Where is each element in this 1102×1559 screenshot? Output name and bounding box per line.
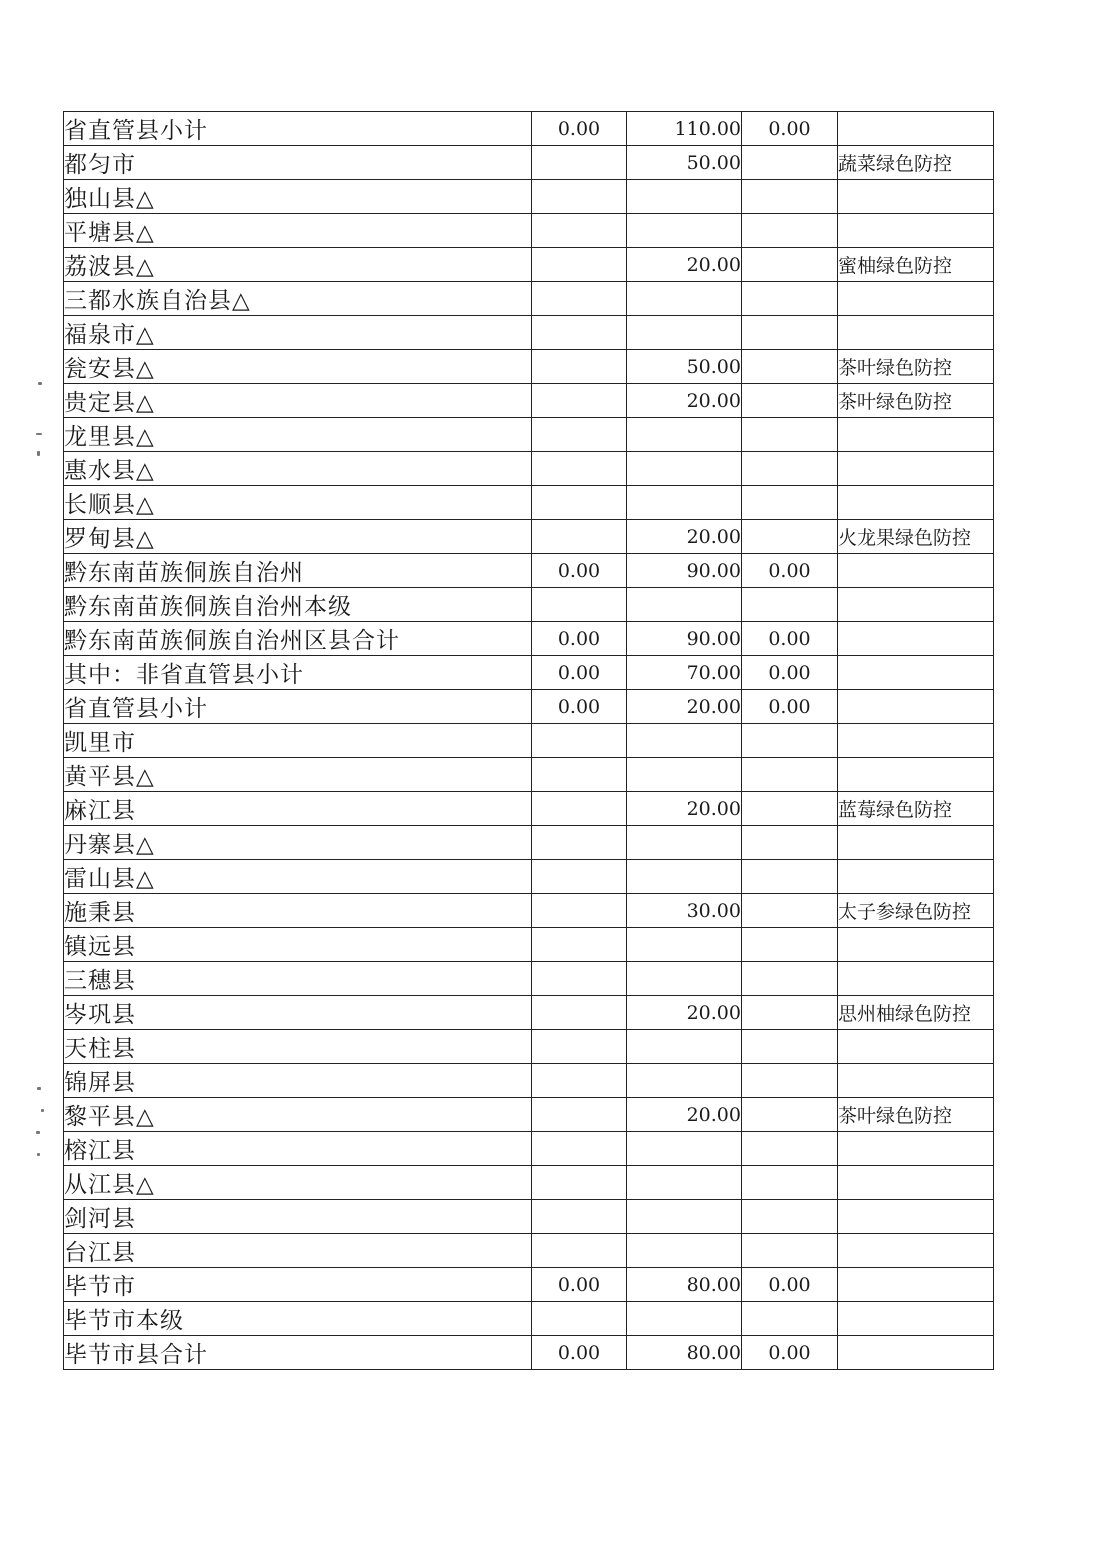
value-b-cell xyxy=(627,1302,742,1336)
value-b-cell: 50.00 xyxy=(627,146,742,180)
note-cell xyxy=(838,826,994,860)
table-row xyxy=(64,520,994,554)
value-c-cell: 0.00 xyxy=(742,554,838,588)
value-a-cell xyxy=(532,350,627,384)
note-cell xyxy=(838,214,994,248)
note-cell xyxy=(838,316,994,350)
note-cell xyxy=(838,588,994,622)
table-row xyxy=(64,1200,994,1234)
value-b-cell: 20.00 xyxy=(627,384,742,418)
value-a-cell xyxy=(532,860,627,894)
value-a-cell xyxy=(532,1166,627,1200)
value-a-cell xyxy=(532,826,627,860)
name-cell: 毕节市 xyxy=(64,1268,532,1302)
note-cell xyxy=(838,486,994,520)
scan-speck xyxy=(36,1131,40,1134)
note-cell xyxy=(838,1268,994,1302)
value-b-cell xyxy=(627,180,742,214)
note-cell xyxy=(838,180,994,214)
value-a-cell xyxy=(532,894,627,928)
table-row xyxy=(64,690,994,724)
note-cell xyxy=(838,860,994,894)
value-c-cell xyxy=(742,214,838,248)
note-cell: 茶叶绿色防控 xyxy=(838,1098,994,1132)
table-row xyxy=(64,792,994,826)
value-a-cell: 0.00 xyxy=(532,1268,627,1302)
table-row xyxy=(64,1268,994,1302)
name-cell: 独山县△ xyxy=(64,180,532,214)
name-cell: 其中：非省直管县小计 xyxy=(64,656,532,690)
note-cell xyxy=(838,690,994,724)
value-b-cell: 20.00 xyxy=(627,792,742,826)
funding-table xyxy=(63,111,994,1370)
value-b-cell: 80.00 xyxy=(627,1336,742,1370)
table-row xyxy=(64,1234,994,1268)
name-cell: 榕江县 xyxy=(64,1132,532,1166)
note-cell: 思州柚绿色防控 xyxy=(838,996,994,1030)
value-c-cell xyxy=(742,146,838,180)
name-cell: 都匀市 xyxy=(64,146,532,180)
value-c-cell xyxy=(742,928,838,962)
value-b-cell: 50.00 xyxy=(627,350,742,384)
note-cell xyxy=(838,1302,994,1336)
table-row xyxy=(64,214,994,248)
value-c-cell xyxy=(742,1234,838,1268)
value-c-cell xyxy=(742,962,838,996)
value-b-cell xyxy=(627,1234,742,1268)
note-cell xyxy=(838,928,994,962)
name-cell: 黔东南苗族侗族自治州本级 xyxy=(64,588,532,622)
value-b-cell: 20.00 xyxy=(627,690,742,724)
note-cell: 蔬菜绿色防控 xyxy=(838,146,994,180)
value-a-cell xyxy=(532,588,627,622)
value-a-cell xyxy=(532,724,627,758)
table-row xyxy=(64,1098,994,1132)
value-a-cell: 0.00 xyxy=(532,1336,627,1370)
note-cell xyxy=(838,1336,994,1370)
value-b-cell xyxy=(627,1166,742,1200)
note-cell xyxy=(838,622,994,656)
name-cell: 天柱县 xyxy=(64,1030,532,1064)
name-cell: 瓮安县△ xyxy=(64,350,532,384)
note-cell xyxy=(838,724,994,758)
note-cell: 茶叶绿色防控 xyxy=(838,350,994,384)
name-cell: 省直管县小计 xyxy=(64,112,532,146)
value-a-cell xyxy=(532,214,627,248)
value-a-cell: 0.00 xyxy=(532,554,627,588)
value-c-cell xyxy=(742,792,838,826)
name-cell: 锦屏县 xyxy=(64,1064,532,1098)
value-c-cell xyxy=(742,282,838,316)
table-row xyxy=(64,146,994,180)
value-c-cell xyxy=(742,180,838,214)
value-c-cell xyxy=(742,996,838,1030)
value-a-cell: 0.00 xyxy=(532,112,627,146)
value-c-cell xyxy=(742,1166,838,1200)
note-cell xyxy=(838,452,994,486)
name-cell: 毕节市县合计 xyxy=(64,1336,532,1370)
value-a-cell xyxy=(532,792,627,826)
name-cell: 罗甸县△ xyxy=(64,520,532,554)
value-a-cell xyxy=(532,962,627,996)
note-cell xyxy=(838,1166,994,1200)
value-a-cell xyxy=(532,996,627,1030)
value-c-cell xyxy=(742,350,838,384)
note-cell xyxy=(838,1030,994,1064)
table-row xyxy=(64,1302,994,1336)
value-a-cell xyxy=(532,1200,627,1234)
name-cell: 福泉市△ xyxy=(64,316,532,350)
note-cell xyxy=(838,1234,994,1268)
value-b-cell: 90.00 xyxy=(627,622,742,656)
value-c-cell: 0.00 xyxy=(742,656,838,690)
name-cell: 台江县 xyxy=(64,1234,532,1268)
value-a-cell xyxy=(532,1064,627,1098)
table-row xyxy=(64,486,994,520)
value-a-cell xyxy=(532,928,627,962)
table-row xyxy=(64,282,994,316)
table-row xyxy=(64,758,994,792)
name-cell: 毕节市本级 xyxy=(64,1302,532,1336)
value-c-cell xyxy=(742,486,838,520)
value-c-cell: 0.00 xyxy=(742,622,838,656)
value-a-cell xyxy=(532,180,627,214)
value-c-cell xyxy=(742,1098,838,1132)
value-c-cell xyxy=(742,588,838,622)
note-cell: 蜜柚绿色防控 xyxy=(838,248,994,282)
value-c-cell xyxy=(742,418,838,452)
name-cell: 镇远县 xyxy=(64,928,532,962)
table-row xyxy=(64,1336,994,1370)
name-cell: 从江县△ xyxy=(64,1166,532,1200)
table-row xyxy=(64,928,994,962)
value-a-cell xyxy=(532,1132,627,1166)
value-a-cell xyxy=(532,146,627,180)
name-cell: 凯里市 xyxy=(64,724,532,758)
name-cell: 龙里县△ xyxy=(64,418,532,452)
table-row xyxy=(64,724,994,758)
value-a-cell xyxy=(532,248,627,282)
value-a-cell xyxy=(532,282,627,316)
table-row xyxy=(64,1064,994,1098)
note-cell xyxy=(838,554,994,588)
name-cell: 平塘县△ xyxy=(64,214,532,248)
note-cell xyxy=(838,1200,994,1234)
value-b-cell xyxy=(627,282,742,316)
table-row xyxy=(64,112,994,146)
name-cell: 长顺县△ xyxy=(64,486,532,520)
funding-table-body xyxy=(64,112,994,1370)
value-b-cell: 30.00 xyxy=(627,894,742,928)
note-cell xyxy=(838,1064,994,1098)
value-a-cell xyxy=(532,418,627,452)
value-b-cell: 20.00 xyxy=(627,1098,742,1132)
table-row xyxy=(64,1030,994,1064)
value-b-cell xyxy=(627,928,742,962)
value-b-cell: 110.00 xyxy=(627,112,742,146)
table-row xyxy=(64,826,994,860)
value-b-cell xyxy=(627,962,742,996)
value-a-cell xyxy=(532,1234,627,1268)
value-a-cell xyxy=(532,452,627,486)
name-cell: 黄平县△ xyxy=(64,758,532,792)
value-b-cell xyxy=(627,1030,742,1064)
name-cell: 三穗县 xyxy=(64,962,532,996)
value-b-cell xyxy=(627,486,742,520)
note-cell xyxy=(838,418,994,452)
value-c-cell xyxy=(742,520,838,554)
name-cell: 剑河县 xyxy=(64,1200,532,1234)
scan-speck xyxy=(37,1087,41,1090)
value-c-cell xyxy=(742,452,838,486)
value-a-cell: 0.00 xyxy=(532,690,627,724)
value-a-cell xyxy=(532,758,627,792)
note-cell xyxy=(838,112,994,146)
table-row xyxy=(64,996,994,1030)
value-b-cell xyxy=(627,452,742,486)
name-cell: 雷山县△ xyxy=(64,860,532,894)
value-b-cell xyxy=(627,1200,742,1234)
value-c-cell: 0.00 xyxy=(742,1336,838,1370)
value-a-cell: 0.00 xyxy=(532,622,627,656)
table-row xyxy=(64,656,994,690)
value-b-cell: 20.00 xyxy=(627,248,742,282)
table-row xyxy=(64,962,994,996)
value-c-cell xyxy=(742,724,838,758)
note-cell xyxy=(838,656,994,690)
note-cell: 蓝莓绿色防控 xyxy=(838,792,994,826)
name-cell: 黔东南苗族侗族自治州 xyxy=(64,554,532,588)
value-c-cell xyxy=(742,1030,838,1064)
value-c-cell xyxy=(742,248,838,282)
name-cell: 黎平县△ xyxy=(64,1098,532,1132)
table-row xyxy=(64,384,994,418)
value-c-cell xyxy=(742,1302,838,1336)
value-c-cell: 0.00 xyxy=(742,1268,838,1302)
scan-speck xyxy=(37,451,40,456)
value-c-cell xyxy=(742,860,838,894)
value-c-cell xyxy=(742,1200,838,1234)
scan-speck xyxy=(36,433,42,435)
value-b-cell xyxy=(627,214,742,248)
value-a-cell: 0.00 xyxy=(532,656,627,690)
name-cell: 黔东南苗族侗族自治州区县合计 xyxy=(64,622,532,656)
table-row xyxy=(64,418,994,452)
value-a-cell xyxy=(532,1302,627,1336)
value-b-cell xyxy=(627,758,742,792)
note-cell xyxy=(838,758,994,792)
table-row xyxy=(64,180,994,214)
note-cell: 太子参绿色防控 xyxy=(838,894,994,928)
note-cell xyxy=(838,1132,994,1166)
value-c-cell xyxy=(742,894,838,928)
value-b-cell xyxy=(627,588,742,622)
value-b-cell xyxy=(627,418,742,452)
value-a-cell xyxy=(532,1030,627,1064)
value-c-cell xyxy=(742,826,838,860)
value-c-cell: 0.00 xyxy=(742,112,838,146)
value-b-cell: 70.00 xyxy=(627,656,742,690)
table-row xyxy=(64,1132,994,1166)
value-c-cell: 0.00 xyxy=(742,690,838,724)
table-row xyxy=(64,1166,994,1200)
value-a-cell xyxy=(532,520,627,554)
table-row xyxy=(64,894,994,928)
table-row xyxy=(64,588,994,622)
name-cell: 麻江县 xyxy=(64,792,532,826)
table-row xyxy=(64,622,994,656)
name-cell: 贵定县△ xyxy=(64,384,532,418)
value-b-cell xyxy=(627,1064,742,1098)
value-c-cell xyxy=(742,384,838,418)
value-b-cell: 80.00 xyxy=(627,1268,742,1302)
table-row xyxy=(64,350,994,384)
value-b-cell xyxy=(627,316,742,350)
table-row xyxy=(64,554,994,588)
value-c-cell xyxy=(742,1064,838,1098)
value-b-cell xyxy=(627,826,742,860)
table-row xyxy=(64,316,994,350)
value-c-cell xyxy=(742,758,838,792)
value-b-cell: 20.00 xyxy=(627,520,742,554)
name-cell: 三都水族自治县△ xyxy=(64,282,532,316)
scan-speck xyxy=(41,1109,44,1112)
name-cell: 施秉县 xyxy=(64,894,532,928)
value-b-cell xyxy=(627,860,742,894)
note-cell: 火龙果绿色防控 xyxy=(838,520,994,554)
name-cell: 荔波县△ xyxy=(64,248,532,282)
note-cell xyxy=(838,282,994,316)
value-a-cell xyxy=(532,486,627,520)
value-b-cell xyxy=(627,724,742,758)
table-row xyxy=(64,860,994,894)
value-a-cell xyxy=(532,384,627,418)
value-a-cell xyxy=(532,316,627,350)
scan-speck xyxy=(37,1153,40,1156)
value-a-cell xyxy=(532,1098,627,1132)
name-cell: 岑巩县 xyxy=(64,996,532,1030)
note-cell xyxy=(838,962,994,996)
value-c-cell xyxy=(742,316,838,350)
value-b-cell xyxy=(627,1132,742,1166)
table-row xyxy=(64,452,994,486)
value-b-cell: 90.00 xyxy=(627,554,742,588)
name-cell: 惠水县△ xyxy=(64,452,532,486)
note-cell: 茶叶绿色防控 xyxy=(838,384,994,418)
name-cell: 省直管县小计 xyxy=(64,690,532,724)
value-c-cell xyxy=(742,1132,838,1166)
table-row xyxy=(64,248,994,282)
value-b-cell: 20.00 xyxy=(627,996,742,1030)
scan-speck xyxy=(38,382,42,385)
name-cell: 丹寨县△ xyxy=(64,826,532,860)
